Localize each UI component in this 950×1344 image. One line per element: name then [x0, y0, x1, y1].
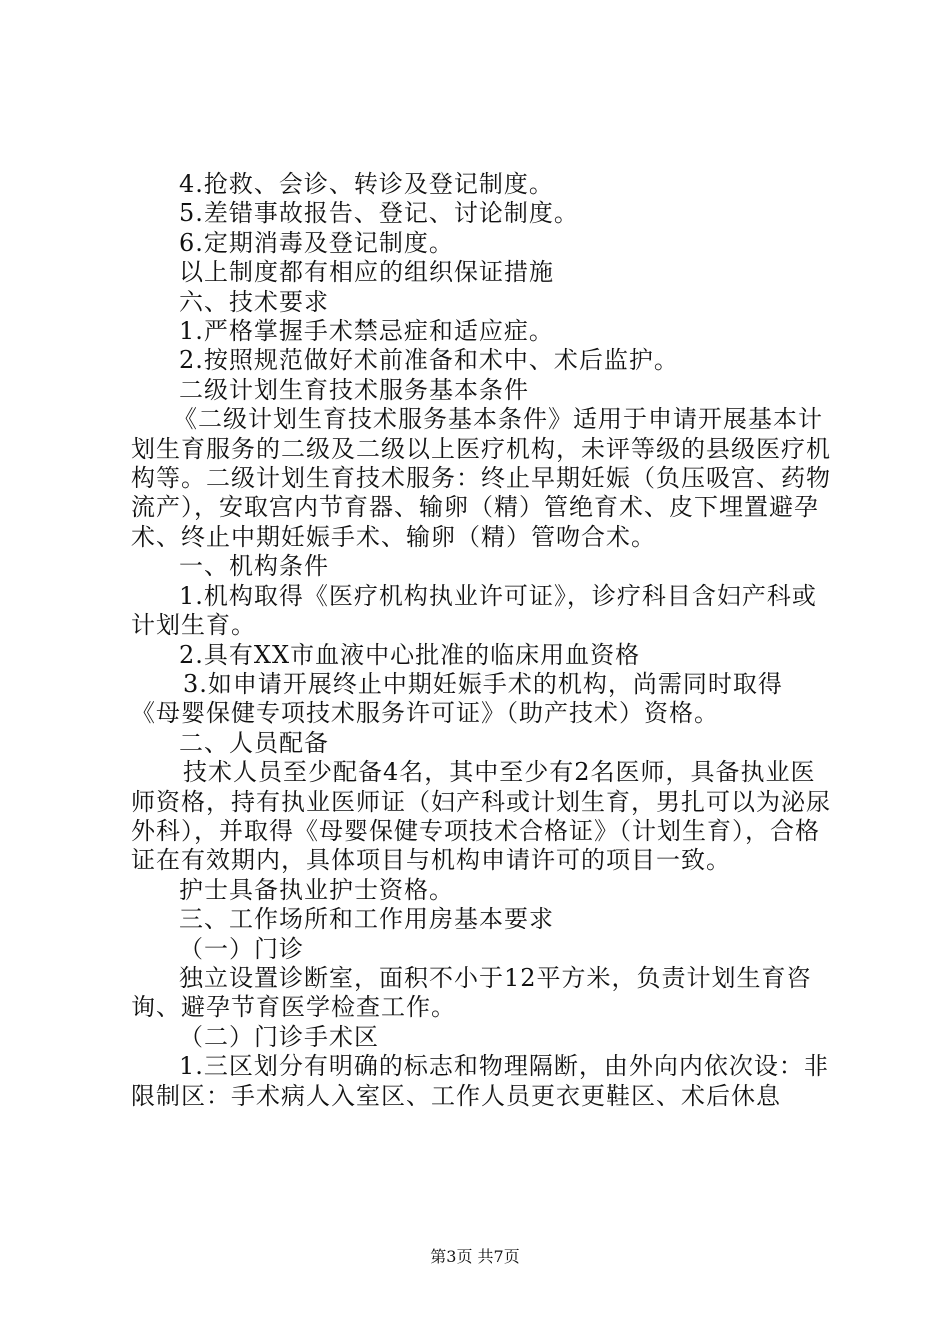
section-heading: 二、人员配备 [179, 728, 329, 757]
paragraph: 1.严格掌握手术禁忌症和适应症。 [179, 317, 554, 346]
document-title: 二级计划生育技术服务基本条件 [179, 375, 529, 404]
section-heading: 三、工作场所和工作用房基本要求 [179, 905, 554, 934]
paragraph: 1.机构取得《医疗机构执业许可证》，诊疗科目含妇产科或计划生育。 [131, 581, 817, 640]
paragraph: 独立设置诊断室，面积不小于12平方米，负责计划生育咨询、避孕节育医学检查工作。 [131, 963, 812, 1022]
paragraph: 2.按照规范做好术前准备和术中、术后监护。 [179, 346, 679, 375]
paragraph: 以上制度都有相应的组织保证措施 [179, 258, 554, 287]
paragraph: 6.定期消毒及登记制度。 [179, 228, 454, 257]
paragraph: 2.具有XX市血液中心批准的临床用血资格 [179, 640, 641, 669]
section-heading: 一、机构条件 [179, 552, 329, 581]
paragraph: 3.如申请开展终止中期妊娠手术的机构，尚需同时取得《母婴保健专项技术服务许可证》（助产技术）资格。 [131, 669, 783, 728]
paragraph: 1.三区划分有明确的标志和物理隔断，由外向内依次设：非限制区：手术病人入室区、工作人员更衣更鞋区、术后休息 [131, 1052, 829, 1110]
paragraph: 护士具备执业护士资格。 [179, 875, 454, 904]
paragraph: 4.抢救、会诊、转诊及登记制度。 [179, 170, 554, 198]
paragraph: 技术人员至少配备4名，其中至少有2名医师，具备执业医师资格，持有执业医师证（妇产科或计划生育，男扎可以为泌尿外科），并取得《母婴保健专项技术合格证》（计划生育），合格证在有效期内，具体项目与机构申请许可的项目一致。 [131, 758, 831, 875]
page-footer: 第3页 共7页 [430, 1247, 520, 1266]
paragraph: 5.差错事故报告、登记、讨论制度。 [179, 199, 579, 228]
section-heading: 六、技术要求 [179, 287, 329, 316]
subsection-heading: （二）门诊手术区 [179, 1022, 379, 1051]
document-body [131, 170, 831, 1111]
paragraph: 《二级计划生育技术服务基本条件》适用于申请开展基本计划生育服务的二级及二级以上医疗机构，未评等级的县级医疗机构等。二级计划生育技术服务：终止早期妊娠（负压吸宫、药物流产），安取宫内节育器、输卵（精）管绝育术、皮下埋置避孕术、终止中期妊娠手术、输卵（精）管吻合术。 [131, 405, 831, 551]
subsection-heading: （一）门诊 [179, 934, 304, 963]
